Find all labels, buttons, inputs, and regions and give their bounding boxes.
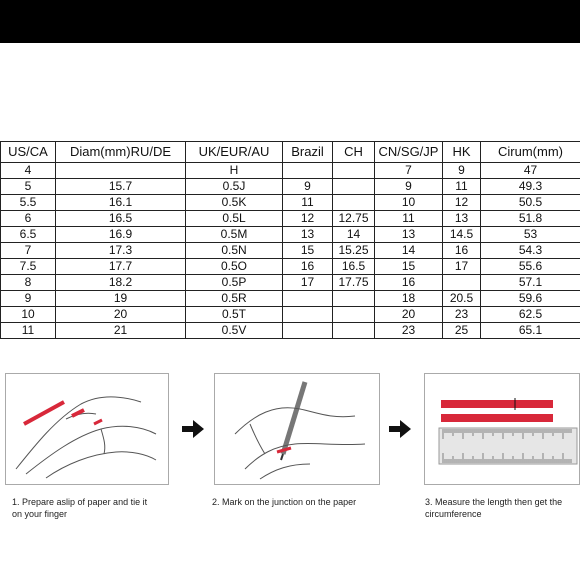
table-cell: 53	[481, 227, 580, 243]
column-header: Brazil	[283, 142, 333, 163]
table-cell: 23	[375, 323, 443, 339]
table-cell: 51.8	[481, 211, 580, 227]
table-cell: 17	[443, 259, 481, 275]
table-row	[1, 211, 580, 227]
step-1-illustration	[5, 373, 169, 485]
table-cell: 11	[1, 323, 56, 339]
table-cell: 20	[375, 307, 443, 323]
table-cell	[333, 163, 375, 179]
table-cell: 55.6	[481, 259, 580, 275]
table-cell: 10	[375, 195, 443, 211]
table-cell: 15.7	[56, 179, 186, 195]
table-cell	[443, 275, 481, 291]
table-cell: 21	[56, 323, 186, 339]
table-row	[1, 323, 580, 339]
table-cell: H	[186, 163, 283, 179]
table-cell: 15	[375, 259, 443, 275]
table-cell: 9	[283, 179, 333, 195]
table-cell: 14	[375, 243, 443, 259]
table-cell: 10	[1, 307, 56, 323]
top-black-bar	[0, 0, 580, 43]
table-cell: 6	[1, 211, 56, 227]
step-1-caption	[12, 496, 182, 520]
table-cell: 0.5L	[186, 211, 283, 227]
step-2-caption	[212, 496, 387, 508]
table-cell: 49.3	[481, 179, 580, 195]
table-cell: 18.2	[56, 275, 186, 291]
table-cell	[283, 291, 333, 307]
table-cell: 17.75	[333, 275, 375, 291]
table-cell: 11	[375, 211, 443, 227]
table-cell: 13	[443, 211, 481, 227]
table-cell: 0.5K	[186, 195, 283, 211]
step-3-caption	[425, 496, 578, 520]
ruler-measure-icon	[425, 374, 579, 484]
table-cell: 59.6	[481, 291, 580, 307]
table-cell: 0.5V	[186, 323, 283, 339]
table-row	[1, 227, 580, 243]
table-cell	[283, 307, 333, 323]
table-cell: 15.25	[333, 243, 375, 259]
table-cell: 14.5	[443, 227, 481, 243]
table-cell: 0.5N	[186, 243, 283, 259]
table-cell: 14	[333, 227, 375, 243]
table-cell: 20	[56, 307, 186, 323]
table-cell: 19	[56, 291, 186, 307]
table-cell: 9	[1, 291, 56, 307]
step-1-caption-line-1: 1. Prepare aslip of paper and tie it	[12, 497, 148, 507]
table-cell: 25	[443, 323, 481, 339]
table-cell: 9	[375, 179, 443, 195]
table-cell: 62.5	[481, 307, 580, 323]
step-1-caption-line-2: on your finger	[12, 509, 68, 519]
pen-marking-icon	[215, 374, 379, 484]
table-cell: 7	[1, 243, 56, 259]
table-cell: 18	[375, 291, 443, 307]
table-cell: 0.5O	[186, 259, 283, 275]
table-cell: 13	[283, 227, 333, 243]
table-header	[1, 142, 580, 163]
column-header: Diam(mm)RU/DE	[56, 142, 186, 163]
table-cell	[333, 323, 375, 339]
table-body	[1, 163, 580, 339]
column-header: CN/SG/JP	[375, 142, 443, 163]
table-cell: 7	[375, 163, 443, 179]
table-row	[1, 259, 580, 275]
column-header: Cirum(mm)	[481, 142, 580, 163]
table-cell	[333, 291, 375, 307]
table-cell: 57.1	[481, 275, 580, 291]
column-header: CH	[333, 142, 375, 163]
table-cell: 16.9	[56, 227, 186, 243]
table-cell: 15	[283, 243, 333, 259]
column-header: US/CA	[1, 142, 56, 163]
table-cell: 6.5	[1, 227, 56, 243]
table-cell: 0.5M	[186, 227, 283, 243]
table-cell	[283, 323, 333, 339]
arrow-right-icon	[389, 420, 411, 438]
table-cell: 4	[1, 163, 56, 179]
table-cell: 54.3	[481, 243, 580, 259]
table-cell: 23	[443, 307, 481, 323]
table-cell: 65.1	[481, 323, 580, 339]
table-cell	[333, 307, 375, 323]
column-header: UK/EUR/AU	[186, 142, 283, 163]
table-cell	[283, 163, 333, 179]
table-cell	[333, 179, 375, 195]
table-cell: 11	[283, 195, 333, 211]
table-cell: 16.1	[56, 195, 186, 211]
table-row	[1, 163, 580, 179]
table-cell: 17.7	[56, 259, 186, 275]
column-header: HK	[443, 142, 481, 163]
table-row	[1, 179, 580, 195]
table-cell: 13	[375, 227, 443, 243]
table-cell: 5.5	[1, 195, 56, 211]
table-cell: 0.5R	[186, 291, 283, 307]
table-cell: 0.5P	[186, 275, 283, 291]
table-row	[1, 243, 580, 259]
table-cell: 0.5T	[186, 307, 283, 323]
table-cell	[333, 195, 375, 211]
table-row	[1, 291, 580, 307]
table-cell: 12.75	[333, 211, 375, 227]
table-cell: 50.5	[481, 195, 580, 211]
header-row	[1, 142, 580, 163]
table-cell: 20.5	[443, 291, 481, 307]
table-cell: 47	[481, 163, 580, 179]
table-cell: 5	[1, 179, 56, 195]
table-cell: 16	[443, 243, 481, 259]
table-cell: 16	[283, 259, 333, 275]
table-row	[1, 195, 580, 211]
step-3-caption-line-2: circumference	[425, 509, 482, 519]
table-row	[1, 307, 580, 323]
table-cell: 12	[443, 195, 481, 211]
table-cell: 16.5	[56, 211, 186, 227]
table-cell: 16	[375, 275, 443, 291]
ring-size-table	[0, 141, 580, 339]
table-cell: 0.5J	[186, 179, 283, 195]
table-cell: 17	[283, 275, 333, 291]
table-cell: 17.3	[56, 243, 186, 259]
table-cell: 12	[283, 211, 333, 227]
step-2-caption-line-1: 2. Mark on the junction on the paper	[212, 497, 357, 507]
step-3-caption-line-1: 3. Measure the length then get the	[425, 497, 563, 507]
table-cell: 11	[443, 179, 481, 195]
table-cell: 8	[1, 275, 56, 291]
arrow-right-icon	[182, 420, 204, 438]
step-2-illustration	[214, 373, 380, 485]
table-row	[1, 275, 580, 291]
table-cell: 9	[443, 163, 481, 179]
table-cell: 16.5	[333, 259, 375, 275]
step-3-illustration	[424, 373, 580, 485]
table-cell	[56, 163, 186, 179]
table-cell: 7.5	[1, 259, 56, 275]
hand-paper-strip-icon	[6, 374, 168, 484]
